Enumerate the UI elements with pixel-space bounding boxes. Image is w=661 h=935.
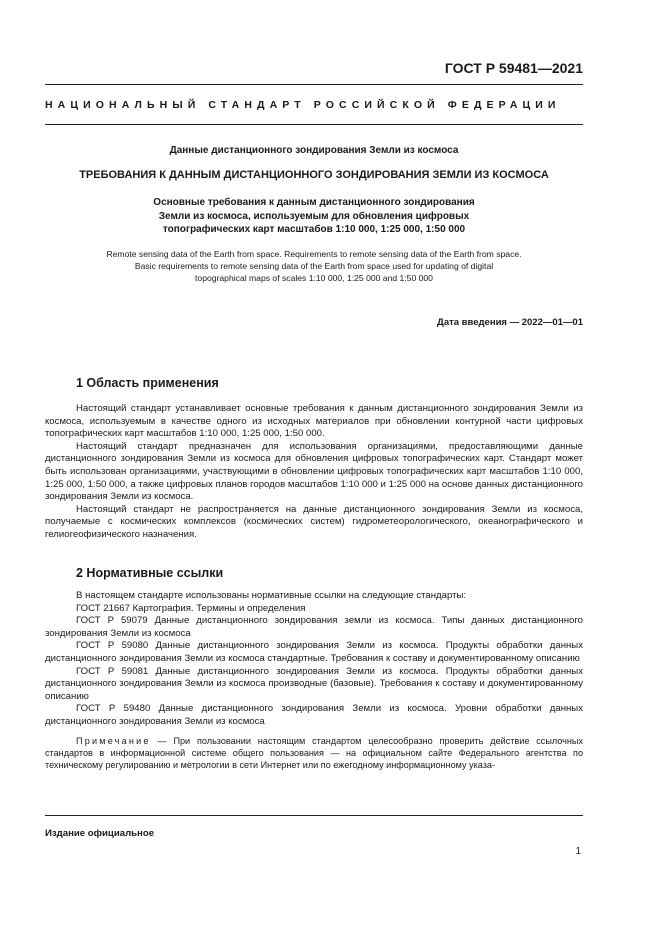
note-label: Примечание bbox=[76, 735, 151, 746]
references-note bbox=[45, 735, 583, 772]
reference-item: ГОСТ Р 59081 Данные дистанционного зондирования Земли из космоса. Продукты обработки данных дистанционного зондирования Земли из космоса производные (базовые). Требования к составу и документированному описанию bbox=[45, 665, 583, 702]
header-rule-bottom bbox=[45, 124, 583, 125]
national-standard-banner: НАЦИОНАЛЬНЫЙ СТАНДАРТ РОССИЙСКОЙ ФЕДЕРАЦИИ bbox=[45, 99, 561, 111]
part-title-line: Основные требования к данным дистанционного зондирования bbox=[153, 197, 475, 208]
section-1-paragraph: Настоящий стандарт не распространяется на данные дистанционного зондирования Земли из космоса, получаемые с космических комплексов (космических систем) гидрометеорологического, океанографического и гелиогеофизического назначения. bbox=[45, 503, 583, 540]
part-title bbox=[45, 196, 583, 237]
section-1-body bbox=[45, 403, 583, 542]
section-1-heading: 1 Область применения bbox=[76, 376, 219, 390]
references-intro: В настоящем стандарте использованы нормативные ссылки на следующие стандарты: bbox=[76, 590, 467, 601]
section-1-paragraph: Настоящий стандарт предназначен для использования организациями, предоставляющими данные дистанционного зондирования Земли из космоса для обновления цифровых топографических карт. Стандарт может быть использован организациями, участвующими в обновлении цифровых топографических карт масштабов 1:10 000, 1:25 000, 1:50 000, а также цифровых планов городов масштабов 1:10 000 и 1:25 000 на основе данных дистанционного зондирования Земли из космоса. bbox=[45, 440, 583, 503]
document-code: ГОСТ Р 59481—2021 bbox=[444, 60, 583, 76]
page-number: 1 bbox=[575, 846, 581, 857]
section-1-paragraph: Настоящий стандарт устанавливает основные требования к данным дистанционного зондирования Земли из космоса, используемым в качестве одного из исходных материалов при обновлении контурной части цифровых топографических карт масштабов 1:10 000, 1:25 000, 1:50 000. bbox=[45, 403, 583, 440]
note-text: — При пользовании настоящим стандартом целесообразно проверить действие ссылочных стандартов в информационной системе общего пользования — на официальном сайте Федерального агентства по техническому регулированию и метрологии в сети Интернет или по ежегодному информационному указа- bbox=[45, 735, 583, 771]
english-title bbox=[45, 248, 583, 285]
reference-item: ГОСТ Р 59480 Данные дистанционного зондирования Земли из космоса. Уровни обработки данных дистанционного зондирования Земли из космоса bbox=[45, 703, 583, 727]
header-rule-top bbox=[45, 84, 583, 85]
reference-item: ГОСТ Р 59080 Данные дистанционного зондирования Земли из космоса. Продукты обработки данных дистанционного зондирования Земли из космоса стандартные. Требования к составу и документированному описанию bbox=[45, 640, 583, 664]
part-title-line: топографических карт масштабов 1:10 000, 1:25 000, 1:50 000 bbox=[162, 224, 466, 235]
section-2-body bbox=[45, 590, 583, 772]
footer-rule bbox=[45, 815, 583, 816]
official-edition-label: Издание официальное bbox=[45, 828, 155, 839]
english-title-line: Remote sensing data of the Earth from space. Requirements to remote sensing data of the Earth from space. bbox=[106, 249, 522, 259]
reference-item: ГОСТ Р 59079 Данные дистанционного зондирования земли из космоса. Типы данных дистанционного зондирования Земли из космоса bbox=[45, 615, 583, 639]
main-title: ТРЕБОВАНИЯ К ДАННЫМ ДИСТАНЦИОННОГО ЗОНДИРОВАНИЯ ЗЕМЛИ ИЗ КОСМОСА bbox=[79, 169, 549, 181]
section-2-heading: 2 Нормативные ссылки bbox=[76, 566, 224, 580]
introduction-date: Дата введения — 2022—01—01 bbox=[437, 317, 583, 328]
english-title-line: topographical maps of scales 1:10 000, 1:25 000 and 1:50 000 bbox=[195, 273, 433, 284]
part-title-line: Земли из космоса, используемым для обновления цифровых bbox=[158, 210, 470, 222]
english-title-line: Basic requirements to remote sensing data of the Earth from space used for updating of digital bbox=[134, 261, 494, 272]
subject-title: Данные дистанционного зондирования Земли из космоса bbox=[169, 145, 459, 156]
reference-item: ГОСТ 21667 Картография. Термины и определения bbox=[76, 602, 306, 614]
